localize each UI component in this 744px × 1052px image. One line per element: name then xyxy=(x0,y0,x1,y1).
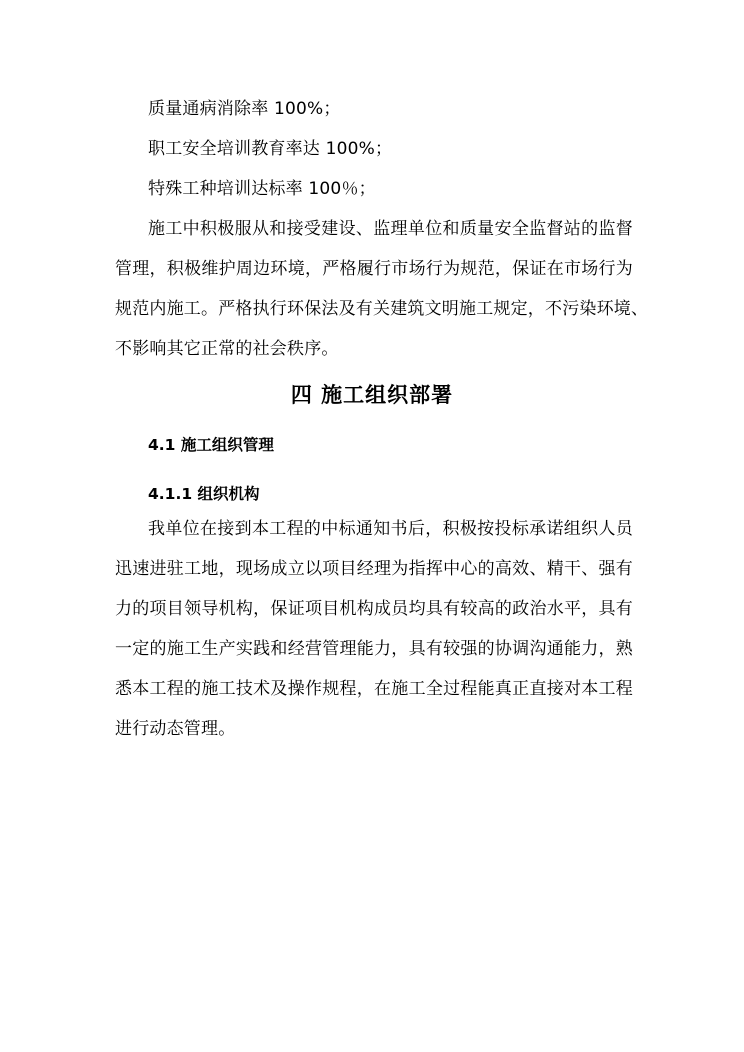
para2-line-3: 力的项目领导机构，保证项目机构成员均具有较高的政治水平，具有 xyxy=(115,599,633,619)
para2-line-6: 进行动态管理。 xyxy=(115,719,236,739)
target-safety-training-rate: 职工安全培训教育率达 100%； xyxy=(148,139,393,159)
para2-line-5: 悉本工程的施工技术及操作规程，在施工全过程能真正直接对本工程 xyxy=(115,679,633,699)
target-quality-defect-rate: 质量通病消除率 100%； xyxy=(148,99,341,119)
para2-line-2: 迅速进驻工地，现场成立以项目经理为指挥中心的高效、精干、强有 xyxy=(115,559,633,579)
section-title: 4.1 施工组织管理 xyxy=(148,436,274,454)
para2-line-1: 我单位在接到本工程的中标通知书后，积极按投标承诺组织人员 xyxy=(148,519,633,539)
para1-line-3: 规范内施工。严格执行环保法及有关建筑文明施工规定，不污染环境、 xyxy=(115,299,649,319)
target-special-trade-training-rate: 特殊工种培训达标率 100％； xyxy=(148,179,376,199)
chapter-title: 四 施工组织部署 xyxy=(290,383,454,407)
para1-line-2: 管理，积极维护周边环境，严格履行市场行为规范，保证在市场行为 xyxy=(115,259,633,279)
subsection-title: 4.1.1 组织机构 xyxy=(148,485,260,503)
para1-line-4: 不影响其它正常的社会秩序。 xyxy=(115,339,339,359)
para2-line-4: 一定的施工生产实践和经营管理能力，具有较强的协调沟通能力，熟 xyxy=(115,639,633,659)
para1-line-1: 施工中积极服从和接受建设、监理单位和质量安全监督站的监督 xyxy=(148,219,633,239)
